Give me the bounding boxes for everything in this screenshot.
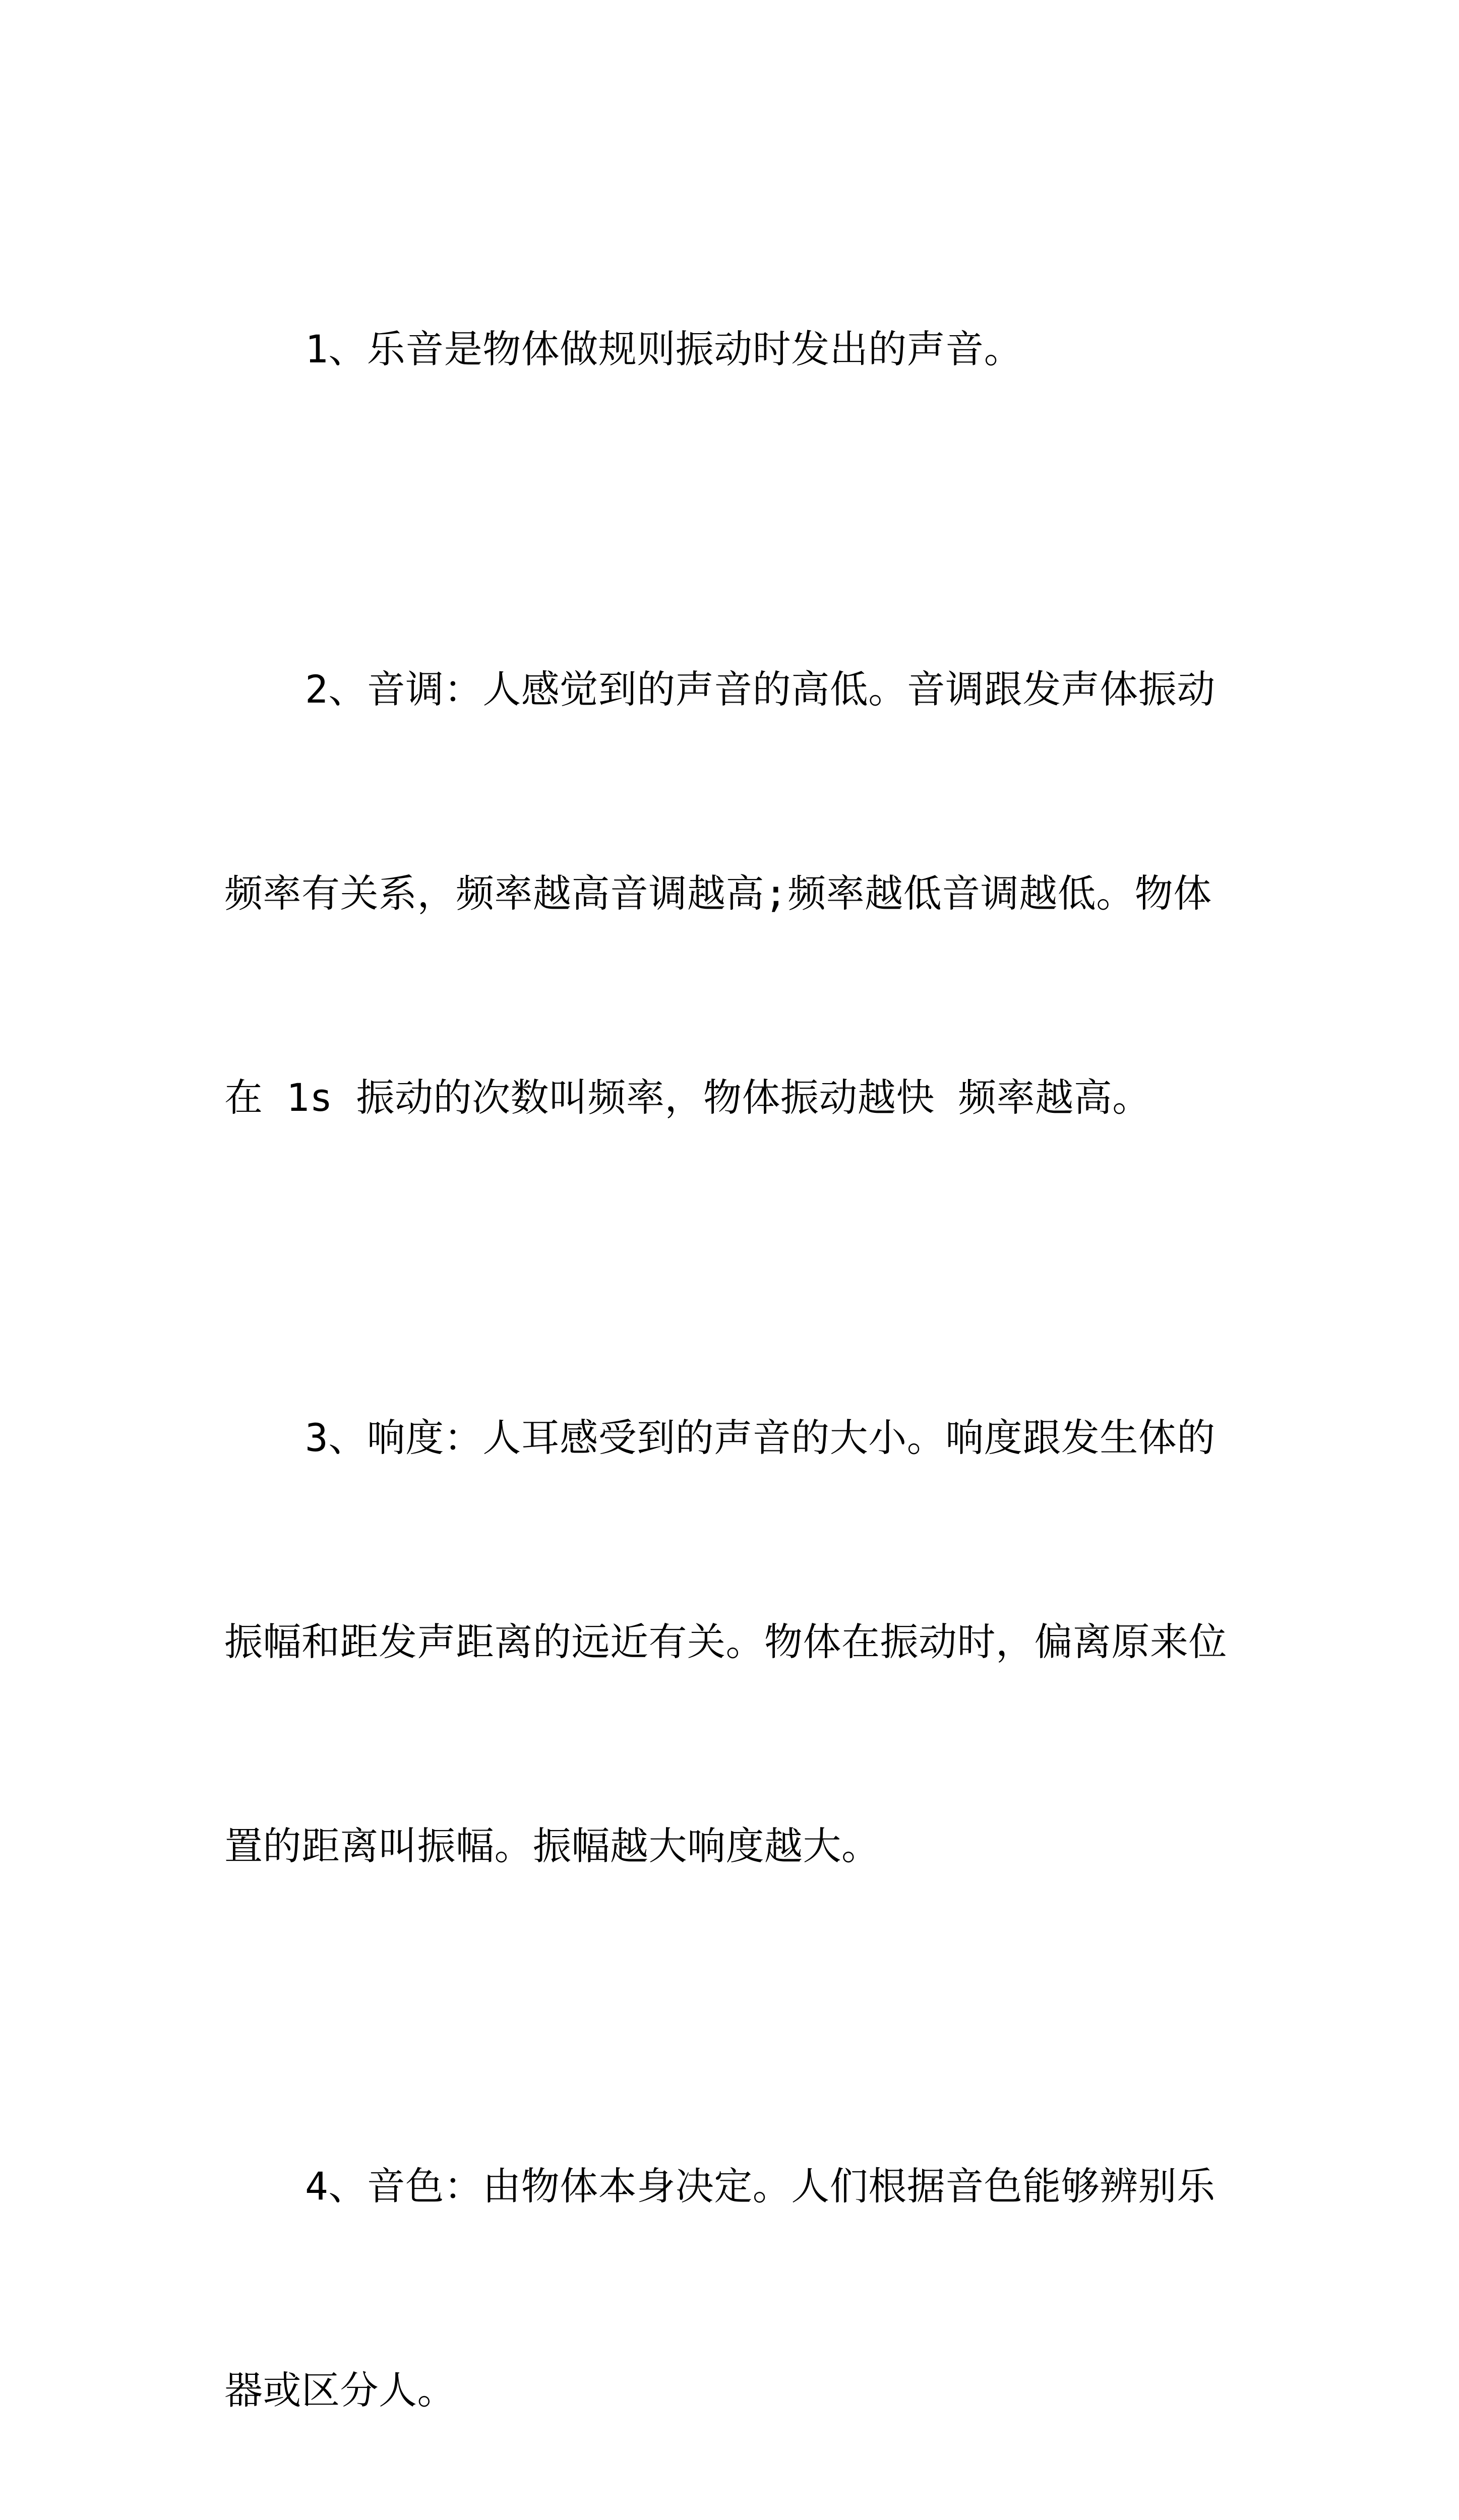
paragraph bbox=[224, 2016, 1250, 2520]
text-line: 1、乐音是物体做规则振动时发出的声音。 bbox=[305, 327, 1023, 371]
text-line: 频率有关系，频率越高音调越高;频率越低音调越低。物体 bbox=[224, 871, 1212, 916]
paragraph bbox=[224, 519, 1250, 1268]
text-line: 器或区分人。 bbox=[224, 2368, 456, 2413]
text-line: 在 1s 振动的次数叫频率，物体振动越快 频率越高。 bbox=[224, 1075, 1151, 1120]
paragraph bbox=[224, 1268, 1250, 2016]
text-line: 振幅和距发声距离的远近有关。物体在振动时，偏离原来位 bbox=[224, 1619, 1227, 1664]
paragraph bbox=[224, 179, 1250, 519]
document-page bbox=[224, 179, 1250, 2520]
text-line: 置的距离叫振幅。振幅越大响度越大。 bbox=[224, 1823, 880, 1868]
text-line: 3、响度：人耳感受到的声音的大小。响度跟发生体的 bbox=[305, 1415, 1215, 1460]
text-line: 2、音调：人感觉到的声音的高低。音调跟发声体振动 bbox=[305, 667, 1215, 712]
text-line: 4、音色：由物体本身决定。人们根据音色能够辨别乐 bbox=[305, 2164, 1215, 2209]
